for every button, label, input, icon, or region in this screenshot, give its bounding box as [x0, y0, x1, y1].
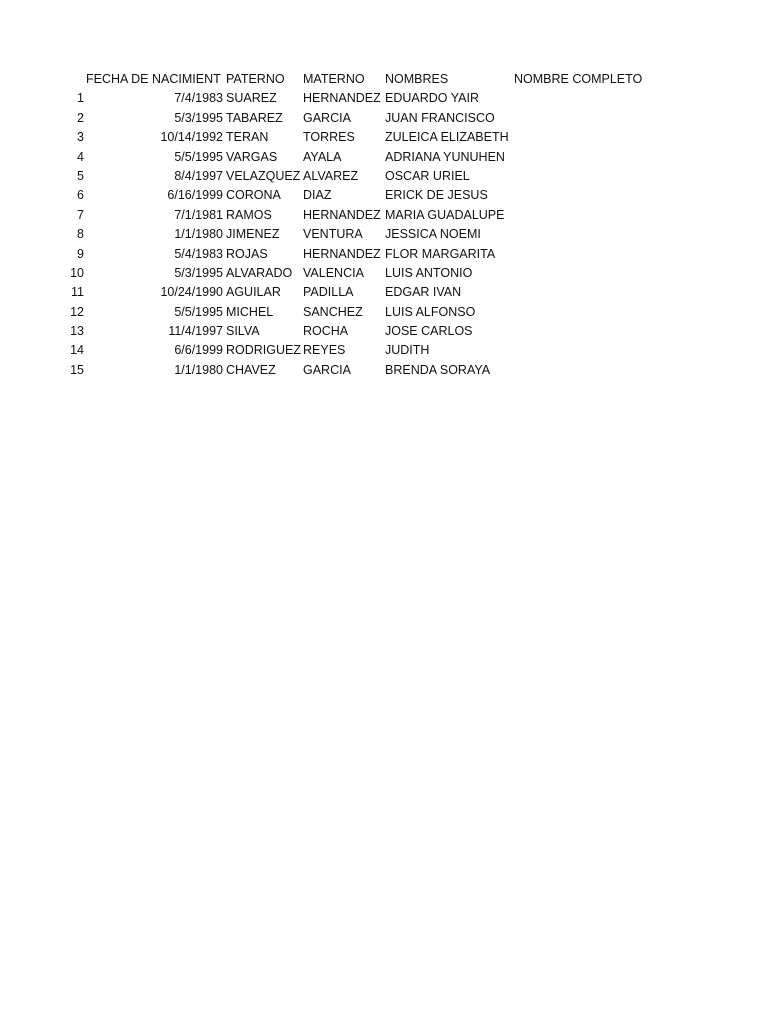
maternal-surname: VENTURA [303, 227, 363, 242]
maternal-surname: HERNANDEZ [303, 91, 381, 106]
maternal-surname: HERNANDEZ [303, 207, 381, 222]
maternal-surname: REYES [303, 343, 346, 358]
birth-date: 10/24/1990 [160, 285, 223, 300]
table-row [0, 361, 768, 380]
given-names: LUIS ALFONSO [385, 304, 476, 319]
table-row [0, 341, 768, 360]
birth-date: 8/4/1997 [174, 168, 223, 183]
header-fecha: FECHA DE NACIMIENT [86, 72, 221, 86]
header-materno: MATERNO [303, 72, 365, 86]
table-row [0, 128, 768, 147]
row-number: 15 [70, 362, 84, 377]
paternal-surname: ALVARADO [226, 265, 293, 280]
birth-date: 7/1/1981 [174, 207, 223, 222]
maternal-surname: VALENCIA [303, 265, 364, 280]
maternal-surname: ROCHA [303, 324, 349, 339]
given-names: BRENDA SORAYA [385, 362, 491, 377]
birth-date: 6/16/1999 [167, 188, 223, 203]
maternal-surname: AYALA [303, 149, 342, 164]
birth-date: 5/5/1995 [174, 149, 223, 164]
row-number: 1 [77, 91, 84, 106]
row-number: 7 [77, 207, 84, 222]
paternal-surname: CORONA [226, 188, 281, 203]
table-row [0, 148, 768, 167]
row-number: 9 [77, 246, 84, 261]
spreadsheet-table [0, 70, 768, 380]
table-row [0, 245, 768, 264]
header-nombres: NOMBRES [385, 72, 449, 86]
row-number: 12 [70, 304, 84, 319]
given-names: OSCAR URIEL [385, 168, 470, 183]
maternal-surname: PADILLA [303, 285, 354, 300]
row-number: 13 [70, 324, 84, 339]
given-names: ZULEICA ELIZABETH [385, 130, 509, 145]
row-number: 6 [77, 188, 84, 203]
row-number: 8 [77, 227, 84, 242]
table-row [0, 283, 768, 302]
maternal-surname: GARCIA [303, 110, 351, 125]
birth-date: 5/3/1995 [174, 265, 223, 280]
given-names: JOSE CARLOS [385, 324, 473, 339]
birth-date: 10/14/1992 [160, 130, 223, 145]
given-names: EDGAR IVAN [385, 285, 462, 300]
row-number: 2 [77, 110, 84, 125]
given-names: EDUARDO YAIR [385, 91, 480, 106]
row-number: 5 [77, 168, 84, 183]
row-number: 10 [70, 265, 84, 280]
given-names: ERICK DE JESUS [385, 188, 488, 203]
birth-date: 1/1/1980 [174, 362, 223, 377]
table-row [0, 186, 768, 205]
paternal-surname: TERAN [226, 130, 269, 145]
paternal-surname: TABAREZ [226, 110, 283, 125]
maternal-surname: DIAZ [303, 188, 332, 203]
maternal-surname: SANCHEZ [303, 304, 363, 319]
row-number: 11 [71, 285, 84, 300]
given-names: JUDITH [385, 343, 430, 358]
table-row [0, 109, 768, 128]
table-row [0, 264, 768, 283]
table-row [0, 322, 768, 341]
birth-date: 11/4/1997 [168, 324, 223, 339]
paternal-surname: RAMOS [226, 207, 272, 222]
paternal-surname: SUAREZ [226, 91, 277, 106]
paternal-surname: ROJAS [226, 246, 268, 261]
header-row [0, 70, 768, 89]
maternal-surname: TORRES [303, 130, 355, 145]
given-names: LUIS ANTONIO [385, 265, 473, 280]
paternal-surname: VELAZQUEZ [226, 168, 301, 183]
birth-date: 5/3/1995 [174, 110, 223, 125]
given-names: MARIA GUADALUPE [385, 207, 505, 222]
header-nombre-completo: NOMBRE COMPLETO [514, 72, 643, 86]
maternal-surname: HERNANDEZ [303, 246, 381, 261]
header-paterno: PATERNO [226, 72, 285, 86]
birth-date: 5/4/1983 [174, 246, 223, 261]
given-names: ADRIANA YUNUHEN [385, 149, 505, 164]
paternal-surname: AGUILAR [226, 285, 281, 300]
paternal-surname: JIMENEZ [226, 227, 280, 242]
table-row [0, 206, 768, 225]
given-names: JUAN FRANCISCO [385, 110, 495, 125]
table-row [0, 303, 768, 322]
paternal-surname: RODRIGUEZ [226, 343, 301, 358]
table-row [0, 167, 768, 186]
row-number: 3 [77, 130, 84, 145]
paternal-surname: VARGAS [226, 149, 278, 164]
birth-date: 5/5/1995 [174, 304, 223, 319]
birth-date: 1/1/1980 [174, 227, 223, 242]
maternal-surname: ALVAREZ [303, 168, 359, 183]
table-row [0, 89, 768, 108]
given-names: JESSICA NOEMI [385, 227, 481, 242]
paternal-surname: SILVA [226, 324, 260, 339]
paternal-surname: CHAVEZ [226, 362, 276, 377]
maternal-surname: GARCIA [303, 362, 351, 377]
row-number: 4 [77, 149, 84, 164]
given-names: FLOR MARGARITA [385, 246, 496, 261]
paternal-surname: MICHEL [226, 304, 274, 319]
table-row [0, 225, 768, 244]
birth-date: 6/6/1999 [174, 343, 223, 358]
row-number: 14 [70, 343, 84, 358]
birth-date: 7/4/1983 [174, 91, 223, 106]
